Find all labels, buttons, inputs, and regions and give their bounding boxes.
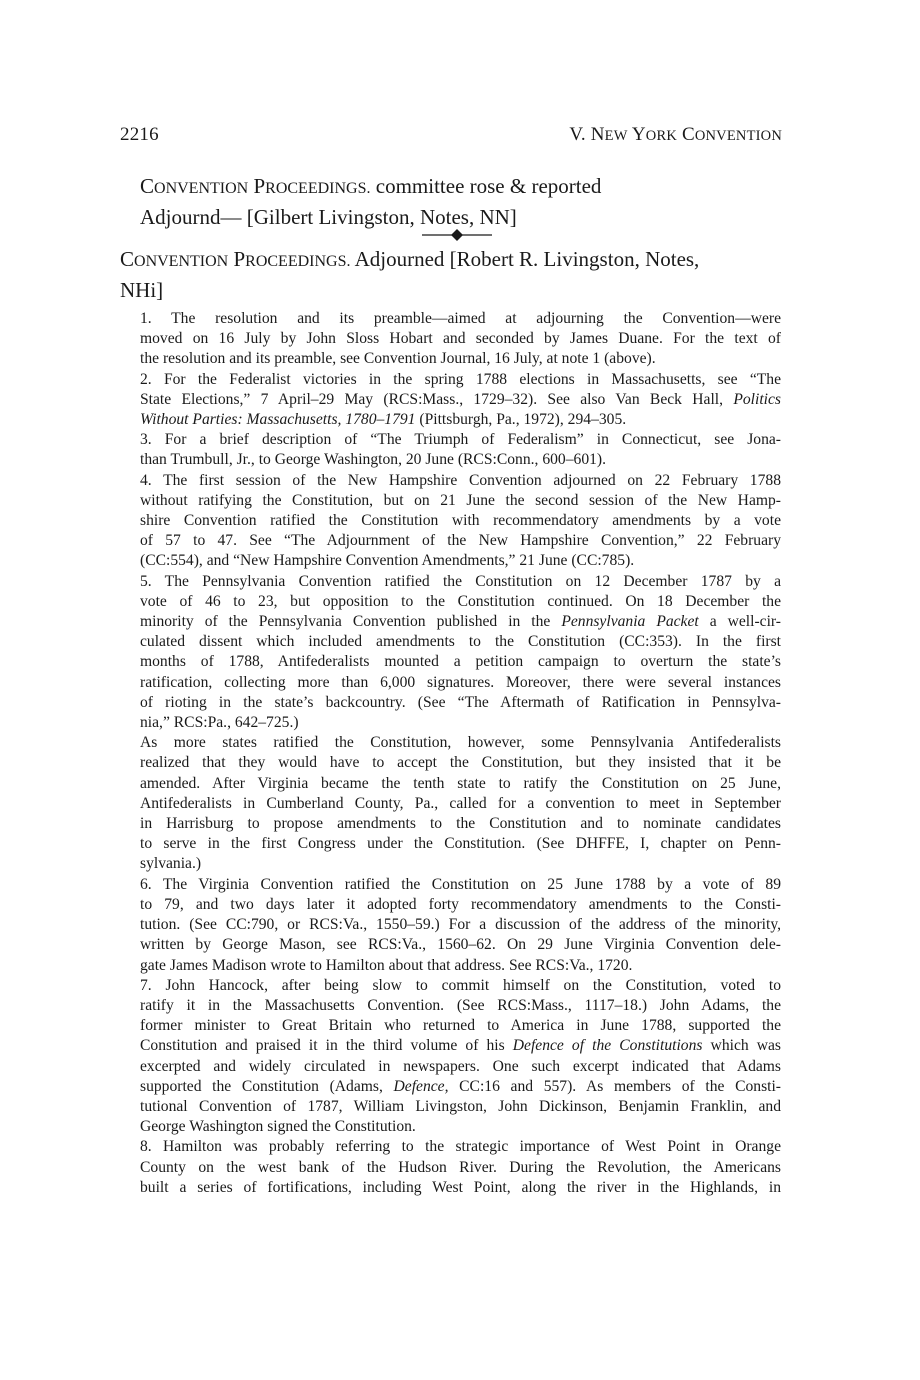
note-text: which was — [702, 1037, 781, 1055]
heading-part: ONVENTION — [154, 180, 249, 197]
section-title-part: EW — [604, 128, 628, 144]
entry-1-line-2: Adjournd— [Gilbert Livingston, Notes, NN] — [140, 205, 517, 229]
note-italic-title: Defence of the Constitutions — [512, 1037, 703, 1055]
note-line: amended. After Virginia became the tenth state to ratify the Constitution on 25 June, — [140, 774, 781, 792]
note-line: built a series of fortifications, including West Point, along the river in the Highlands, in — [140, 1178, 781, 1196]
note-line: of rioting in the state’s backcountry. (See “The Aftermath of Ratification in Pennsylva- — [140, 693, 781, 711]
entry-2-line-1 — [120, 245, 785, 276]
note-line: moved on 16 July by John Sloss Hobart and seconded by James Duane. For the text of — [140, 330, 781, 348]
note-line: months of 1788, Antifederalists mounted a petition campaign to overturn the state’s — [140, 653, 781, 671]
note-line: to serve in the first Congress under the Constitution. (See DHFFE, I, chapter on Penn- — [140, 835, 781, 853]
note-italic-title: Politics — [733, 390, 781, 408]
note-line: ratify it in the Massachusetts Convention. (See RCS:Mass., 1117–18.) John Adams, the — [140, 996, 781, 1014]
entry-1-line-1 — [140, 172, 800, 203]
entry-1-text: committee rose & reported — [370, 174, 602, 198]
note-italic-title: Pennsylvania Packet — [561, 613, 699, 631]
note-5 — [120, 572, 781, 734]
entry-2-text: Adjourned [Robert R. Livingston, Notes, — [350, 247, 700, 271]
heading-part: ROCEEDINGS. — [245, 253, 351, 270]
note-4 — [120, 471, 781, 572]
note-italic-title: Defence, — [393, 1077, 449, 1095]
note-line: Antifederalists in Cumberland County, Pa., called for a convention to meet in September — [140, 794, 781, 812]
note-line — [120, 390, 781, 410]
note-italic-title: Without Parties: Massachusetts, 1780–1791 — [140, 411, 416, 429]
note-line: to 79, and two days later it adopted forty recommendatory amendments to the Consti- — [140, 895, 781, 913]
note-line: written by George Mason, see RCS:Va., 1560–62. On 29 June Virginia Convention dele- — [140, 936, 781, 954]
note-line: 6. The Virginia Convention ratified the Constitution on 25 June 1788 by a vote of 89 — [140, 875, 781, 893]
note-8 — [120, 1137, 781, 1198]
convention-proceedings-entry-2 — [120, 245, 785, 305]
note-line: George Washington signed the Constitution. — [140, 1118, 416, 1136]
note-line: gate James Madison wrote to Hamilton about that address. See RCS:Va., 1720. — [140, 956, 633, 974]
note-line: tution. (See CC:790, or RCS:Va., 1550–59.) For a discussion of the address of the minority, — [140, 916, 781, 934]
note-text: CC:16 and 557). As members of the Consti- — [448, 1077, 781, 1095]
convention-proceedings-entry-1 — [140, 172, 800, 232]
note-line — [120, 410, 781, 430]
note-line: 5. The Pennsylvania Convention ratified the Constitution on 12 December 1787 by a — [140, 572, 781, 590]
section-title-part: ONVENTION — [694, 128, 782, 144]
note-line: the resolution and its preamble, see Convention Journal, 16 July, at note 1 (above). — [140, 350, 656, 368]
note-7 — [120, 976, 781, 1138]
note-text: minority of the Pennsylvania Convention published in the — [140, 613, 562, 631]
note-line — [120, 1036, 781, 1056]
note-line: tutional Convention of 1787, William Livingston, John Dickinson, Benjamin Franklin, and — [140, 1097, 781, 1115]
heading-part: ROCEEDINGS. — [265, 180, 371, 197]
heading-part: P — [253, 174, 266, 198]
running-head — [120, 124, 782, 146]
note-line: of 57 to 47. See “The Adjournment of the New Hampshire Convention,” 22 February — [140, 532, 781, 550]
note-line: without ratifying the Constitution, but on 21 June the second session of the New Hamp- — [140, 491, 781, 509]
note-line: culated dissent which included amendments to the Constitution (CC:353). In the first — [140, 633, 781, 651]
note-line: in Harrisburg to propose amendments to the Constitution and to nominate candidates — [140, 815, 781, 833]
entry-2-line-2: NHi] — [120, 278, 164, 302]
note-5-continued — [120, 733, 781, 874]
note-line — [120, 1077, 781, 1097]
section-roman: V. — [569, 124, 586, 145]
footnotes — [120, 309, 781, 1198]
section-title-part: ORK — [645, 128, 677, 144]
note-2 — [120, 370, 781, 431]
section-title-part: Y — [631, 124, 646, 145]
note-6 — [120, 875, 781, 976]
note-line: 2. For the Federalist victories in the spring 1788 elections in Massachusetts, see “The — [140, 370, 781, 388]
note-text: Constitution and praised it in the third volume of his — [140, 1037, 513, 1055]
note-line: (CC:554), and “New Hampshire Convention Amendments,” 21 June (CC:785). — [140, 552, 635, 570]
note-text: supported the Constitution (Adams, — [140, 1077, 394, 1095]
section-title-part: N — [590, 124, 605, 145]
note-line: excerpted and widely circulated in newspapers. One such excerpt indicated that Adams — [140, 1057, 781, 1075]
section-title-part: C — [681, 124, 695, 145]
heading-part: P — [233, 247, 246, 271]
note-1 — [120, 309, 781, 370]
note-line: nia,” RCS:Pa., 642–725.) — [140, 714, 299, 732]
heading-part: ONVENTION — [134, 253, 229, 270]
note-line: 3. For a brief description of “The Triumph of Federalism” in Connecticut, see Jona- — [140, 431, 781, 449]
note-line: realized that they would have to accept the Constitution, but they insisted that it be — [140, 754, 781, 772]
note-3 — [120, 430, 781, 470]
note-line — [120, 612, 781, 632]
page-number: 2216 — [120, 124, 159, 145]
note-line: vote of 46 to 23, but opposition to the Constitution continued. On 18 December the — [140, 592, 781, 610]
note-line: shire Convention ratified the Constitution with recommendatory amendments by a vote — [140, 512, 781, 530]
note-line: As more states ratified the Constitution, however, some Pennsylvania Antifederalists — [140, 734, 781, 752]
note-line: 1. The resolution and its preamble—aimed at adjourning the Convention—were — [140, 310, 781, 327]
note-line: County on the west bank of the Hudson River. During the Revolution, the Americans — [140, 1158, 781, 1176]
note-line: 7. John Hancock, after being slow to commit himself on the Constitution, voted to — [140, 976, 781, 994]
section-title — [569, 124, 782, 146]
note-line: 4. The first session of the New Hampshire Convention adjourned on 22 February 1788 — [140, 471, 781, 489]
heading-part: C — [120, 247, 135, 271]
note-line: than Trumbull, Jr., to George Washington, 20 June (RCS:Conn., 600–601). — [140, 451, 606, 469]
heading-part: C — [140, 174, 155, 198]
diamond-rule-ornament-icon — [422, 229, 492, 241]
note-text: a well-cir- — [698, 613, 781, 631]
note-line: ratification, collecting more than 6,000 signatures. Moreover, there were several instances — [140, 673, 781, 691]
note-text: (Pittsburgh, Pa., 1972), 294–305. — [415, 411, 627, 429]
note-line: sylvania.) — [140, 855, 202, 873]
note-text: State Elections,” 7 April–29 May (RCS:Mass., 1729–32). See also Van Beck Hall, — [140, 390, 734, 408]
note-line: former minister to Great Britain who returned to America in June 1788, supported the — [140, 1017, 781, 1035]
note-line: 8. Hamilton was probably referring to the strategic importance of West Point in Orange — [140, 1138, 781, 1156]
